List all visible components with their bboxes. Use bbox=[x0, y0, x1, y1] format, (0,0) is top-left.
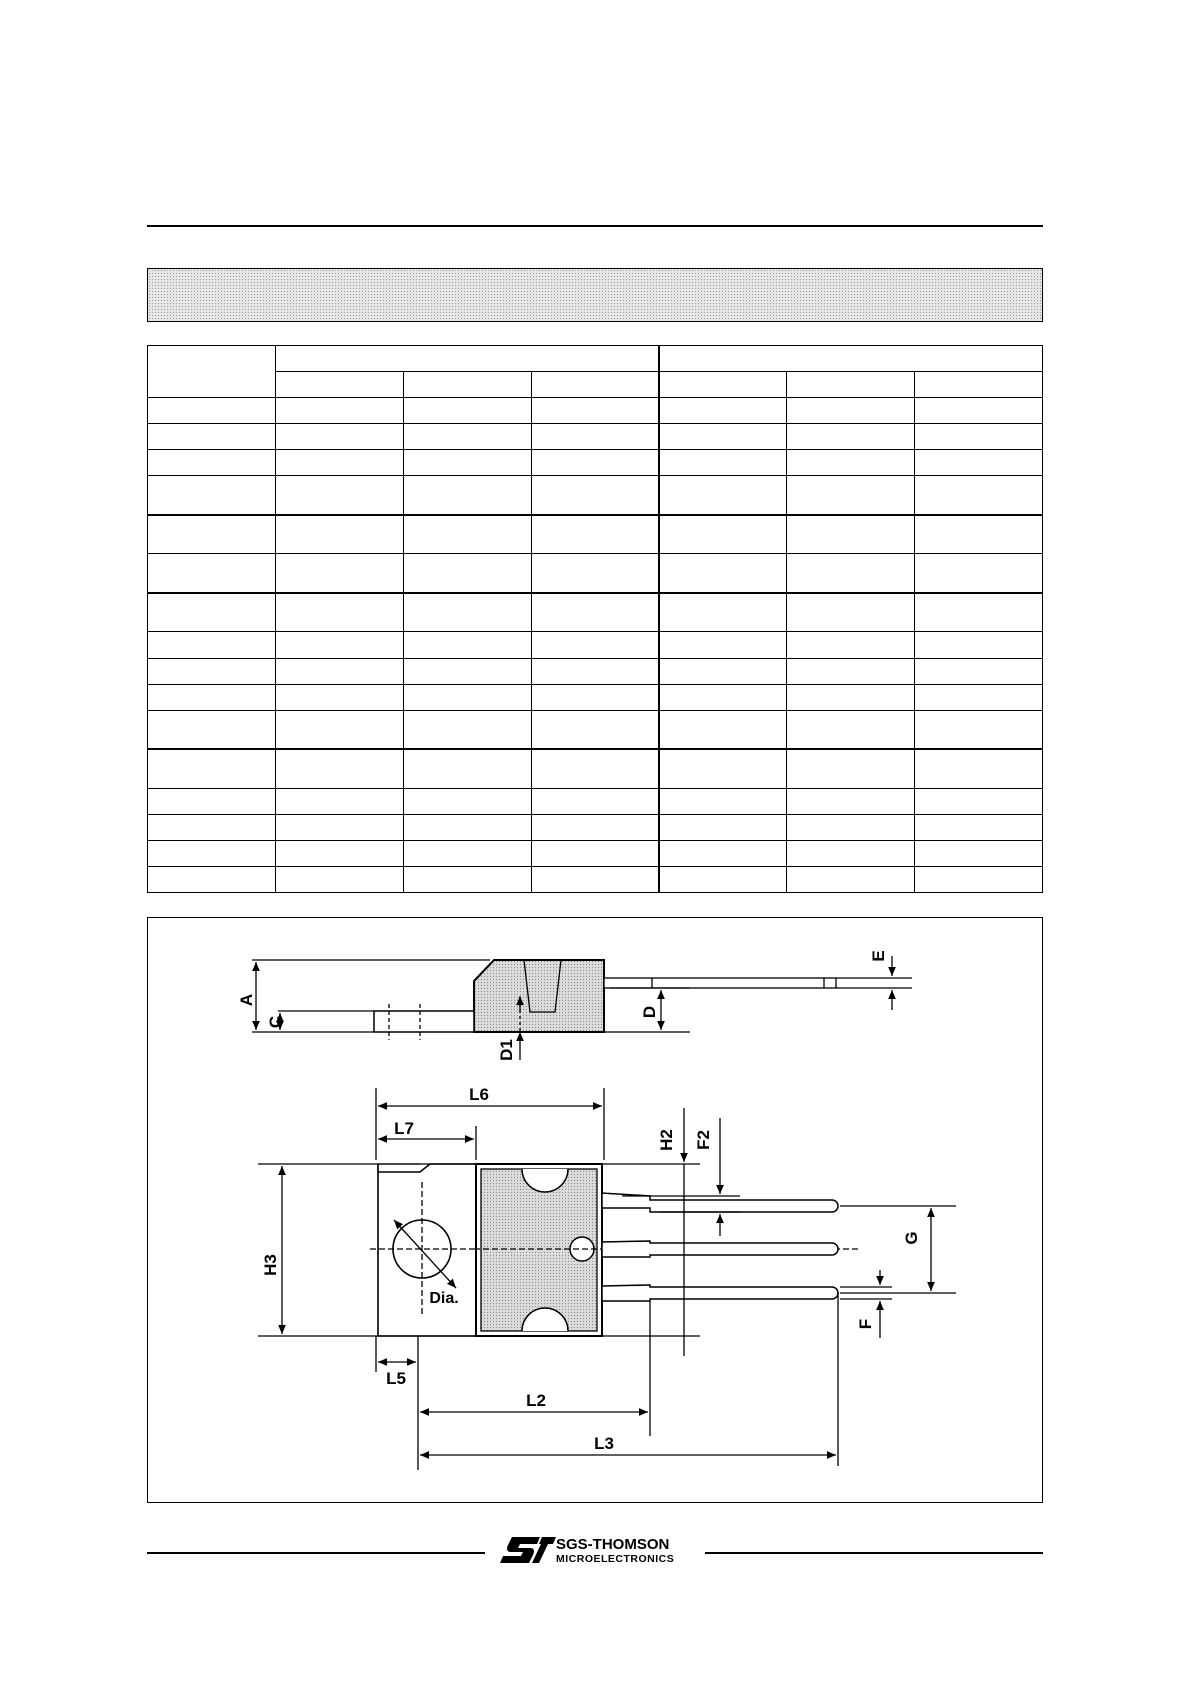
sgs-thomson-logo bbox=[498, 1533, 694, 1569]
label-l5: L5 bbox=[386, 1369, 406, 1388]
footer-rule-right bbox=[705, 1552, 1043, 1554]
side-view bbox=[252, 956, 912, 1060]
label-e: E bbox=[869, 950, 888, 962]
side-lead bbox=[604, 978, 836, 988]
leads bbox=[602, 1193, 838, 1301]
top-view bbox=[258, 1088, 956, 1470]
label-l2: L2 bbox=[526, 1391, 546, 1410]
label-a: A bbox=[237, 993, 256, 1007]
footer-brand: SGS-THOMSON bbox=[556, 1536, 670, 1553]
label-l6: L6 bbox=[469, 1085, 489, 1104]
label-h3: H3 bbox=[261, 1254, 280, 1276]
label-l3: L3 bbox=[594, 1434, 614, 1453]
label-f2: F2 bbox=[694, 1130, 713, 1150]
footer-sub: MICROELECTRONICS bbox=[556, 1553, 675, 1565]
label-h2: H2 bbox=[657, 1129, 676, 1151]
label-d1: D1 bbox=[497, 1039, 516, 1061]
label-g: G bbox=[902, 1231, 921, 1245]
st-logo-icon bbox=[498, 1533, 694, 1569]
label-f: F bbox=[856, 1318, 875, 1330]
label-c: C bbox=[266, 1015, 285, 1029]
footer-rule-left bbox=[147, 1552, 485, 1554]
label-dia: Dia. bbox=[429, 1290, 459, 1307]
label-d: D bbox=[640, 1005, 659, 1019]
side-body bbox=[474, 960, 604, 1032]
label-l7: L7 bbox=[394, 1119, 414, 1138]
